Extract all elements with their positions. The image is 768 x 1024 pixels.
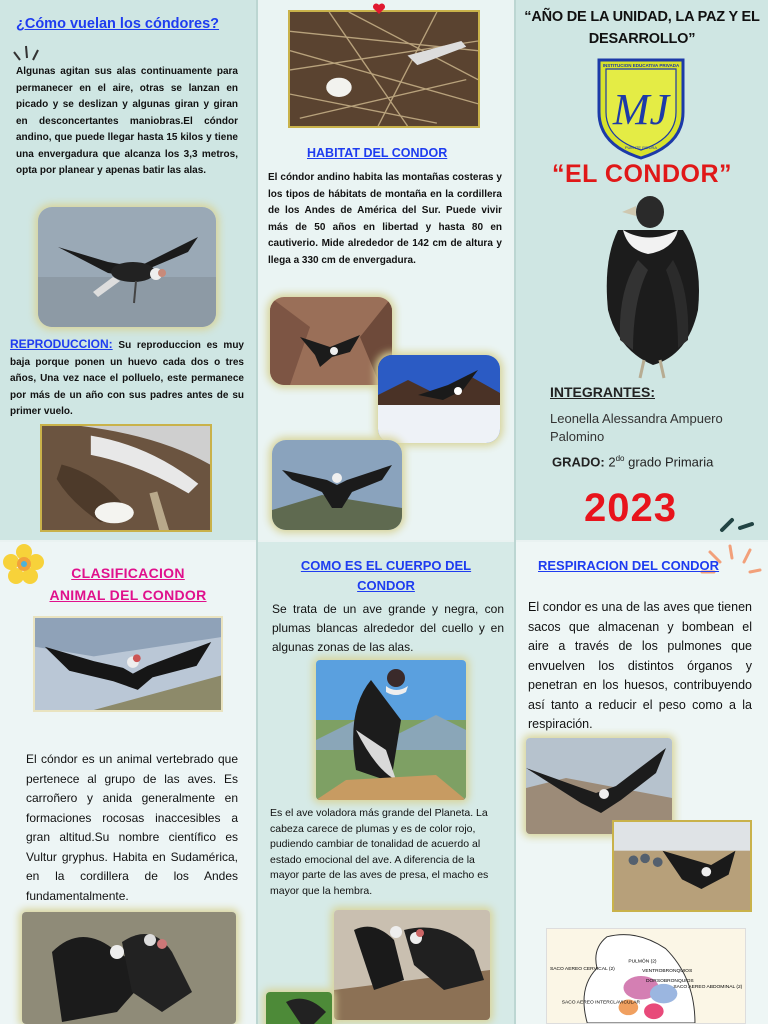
logo-letters: MJ: [612, 85, 670, 134]
year-number: 2023: [584, 486, 677, 530]
habitat-text: El cóndor andino habita las montañas costeras y los tipos de hábitats de montaña en la cordillera de los Andes de América del Sur. Puede vivir más de 50 años en libertad y hasta 80 en cautiverio. Mide alrededor de 142 cm de altura y llega a 330 cm de envergadura.: [268, 172, 502, 266]
cloud-condor-photo: [378, 355, 500, 443]
grado-label: GRADO:: [552, 454, 605, 470]
standing-condor-photo: [316, 660, 466, 800]
respiration-diagram: [546, 928, 746, 1024]
classification-title-line1: CLASIFICACION: [71, 565, 185, 581]
grado-line: [552, 454, 713, 469]
logo-top-text: INSTITUCION EDUCATIVA PRIVADA: [602, 63, 680, 68]
label-pulmon: PULMÓN (2): [628, 959, 657, 965]
label-dorso: DORSOBRONQUIOS: [646, 978, 694, 984]
heart-icon: [372, 2, 386, 16]
panel-body: [258, 542, 514, 1024]
crowd-condor-photo: [612, 820, 752, 912]
panel-habitat: [258, 0, 514, 540]
panel-cover: [516, 0, 768, 540]
body-title-line1: COMO ES EL CUERPO DEL: [300, 558, 472, 573]
sparkle-icon-cover: [712, 510, 768, 540]
flying-condor-photo: [38, 207, 216, 327]
grado-sup: do: [615, 454, 625, 463]
respiration-text: El condor es una de las aves que tienen sacos que almacenan y bombean el aire a través de los pulmones que envuelven los distintos órganos y penetran en los huesos, contribuyendo así tanto a reducir el peso como a la respiración.: [528, 600, 752, 731]
repro-text: Su reproduccion es muy baja porque ponen un huevo cada dos o tres años, Una vez nace el polluelo, este permanece por más de un año con sus padres antes de su primer vuelo.: [10, 340, 244, 417]
label-interclavicular: SACO AEREO INTERCLAVICULAR: [561, 1000, 640, 1006]
label-abdominal: SACO AEREO ABDOMINAL (2): [673, 984, 743, 990]
main-title: “EL CONDOR”: [551, 160, 733, 188]
label-cervical: SACO AEREO CERVICAL (2): [550, 967, 615, 973]
pair-condors-photo: [334, 910, 490, 1020]
wings-spread-photo: [33, 616, 223, 712]
panel-classification: [0, 542, 256, 1024]
body-title: [258, 556, 514, 596]
perched-condor-photo: [272, 440, 402, 530]
integrantes-label: INTEGRANTES:: [550, 384, 655, 400]
body-text-2: Es el ave voladora más grande del Planeta. La cabeza carece de plumas y es de color rojo, pudiendo cambiar de tonalidad de acuerdo al estado emocional del ave. A diferencia de la mayor parte de las aves de presa, el macho es mayor que la hembra.: [270, 807, 489, 897]
school-logo: [596, 57, 686, 161]
classification-title-line2: ANIMAL DEL CONDOR: [49, 587, 207, 603]
label-ventro: VENTROBRONQUIOS: [642, 969, 693, 975]
small-condor-photo: [266, 992, 332, 1024]
student-name: Leonella Alessandra Ampuero Palomino: [550, 411, 723, 444]
body-title-line2: CONDOR: [357, 578, 415, 593]
flight-title: ¿Cómo vuelan los cóndores?: [16, 16, 220, 32]
habitat-title: HABITAT DEL CONDOR: [307, 146, 448, 160]
repro-title: REPRODUCCION:: [10, 337, 113, 351]
grado-num: 2: [608, 454, 616, 470]
two-condors-photo: [22, 912, 236, 1024]
condor-illustration: [578, 190, 718, 380]
panel-flight: [0, 0, 256, 540]
body-text-1: Se trata de un ave grande y negra, con plumas blancas alrededor del cuello y en algunas zonas de las alas.: [272, 602, 504, 654]
classification-title: [0, 562, 256, 606]
year-motto: “AÑO DE LA UNIDAD, LA PAZ Y EL DESARROLLO”: [524, 9, 760, 47]
logo-bottom-text: PUENTE PIEDRA: [624, 145, 658, 150]
repro-paragraph: [10, 336, 244, 421]
panel-respiration: [516, 542, 768, 1024]
respiration-title: RESPIRACION DEL CONDOR: [538, 558, 720, 573]
nest-egg-photo: [40, 424, 212, 532]
canyon-condor-photo: [270, 297, 392, 385]
grado-value: grado Primaria: [624, 454, 714, 470]
classification-text: El cóndor es un animal vertebrado que pertenece al grupo de las aves. Es carroñero y anida generalmente en formaciones rocosas inaccesibles a gran altitud.Su nombre científico es Vultur gryphus. Habita en Sudamérica, en la cordillera de los Andes fundamentalmente.: [26, 752, 238, 903]
flight-text: Algunas agitan sus alas continuamente para permanecer en el aire, otras se lanzan en picado y se deslizan y algunas giran y giran en desconcertantes maniobras.El cóndor andino, que puede llegar hasta 15 kilos y tiene una envergadura que alcanza los 3,3 metros, opta por planear y apenas batir las alas.: [16, 66, 238, 176]
nest-photo: [288, 10, 480, 128]
